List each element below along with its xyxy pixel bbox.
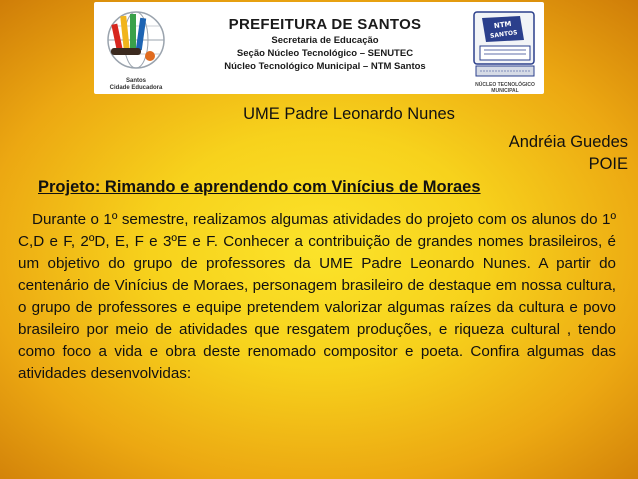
author-name: Andréia Guedes <box>508 133 628 151</box>
senutec-line: Seção Núcleo Tecnológico – SENUTEC <box>236 48 414 59</box>
santos-cidade-educadora-logo <box>100 6 172 90</box>
svg-text:NTM: NTM <box>493 19 512 31</box>
author-block <box>509 131 628 175</box>
left-logo-caption: Santos Cidade Educadora <box>109 78 163 91</box>
prefeitura-title: PREFEITURA DE SANTOS <box>228 16 422 33</box>
ntm-santos-logo <box>472 10 538 94</box>
author-role: POIE <box>588 155 628 173</box>
header-titles <box>180 16 470 73</box>
header-banner <box>94 2 544 94</box>
svg-text:SANTOS: SANTOS <box>489 29 518 40</box>
ntm-line: Núcleo Tecnológico Municipal – NTM Santos <box>224 61 426 72</box>
school-name: UME Padre Leonardo Nunes <box>243 105 455 123</box>
body-paragraph: Durante o 1º semestre, realizamos algumas atividades do projeto com os alunos do 1º C,D e F, 2ºD, E, F e 3ºE e F. Conhecer a contribuição de grandes nomes brasileiros, é um objetivo do grupo de professores da UME Padre Leonardo Nunes. A partir do centenário de Vinícius de Moraes, personagem brasileiro de destaque em nossa cultura, o grupo de professores e equipe pretendem valorizar algumas raízes da cultura e povo brasileiro por meio de atividades que resgatem produções, e riqueza cultural , tendo como foco a vida e obra deste renomado compositor e poeta. Confira algumas das atividades desenvolvidas: <box>18 211 616 382</box>
secretaria-line: Secretaria de Educação <box>271 35 379 46</box>
project-title: Projeto: Rimando e aprendendo com Vinícius de Moraes <box>38 178 481 196</box>
right-logo-caption: NÚCLEO TECNOLÓGICO MUNICIPAL <box>475 82 535 94</box>
